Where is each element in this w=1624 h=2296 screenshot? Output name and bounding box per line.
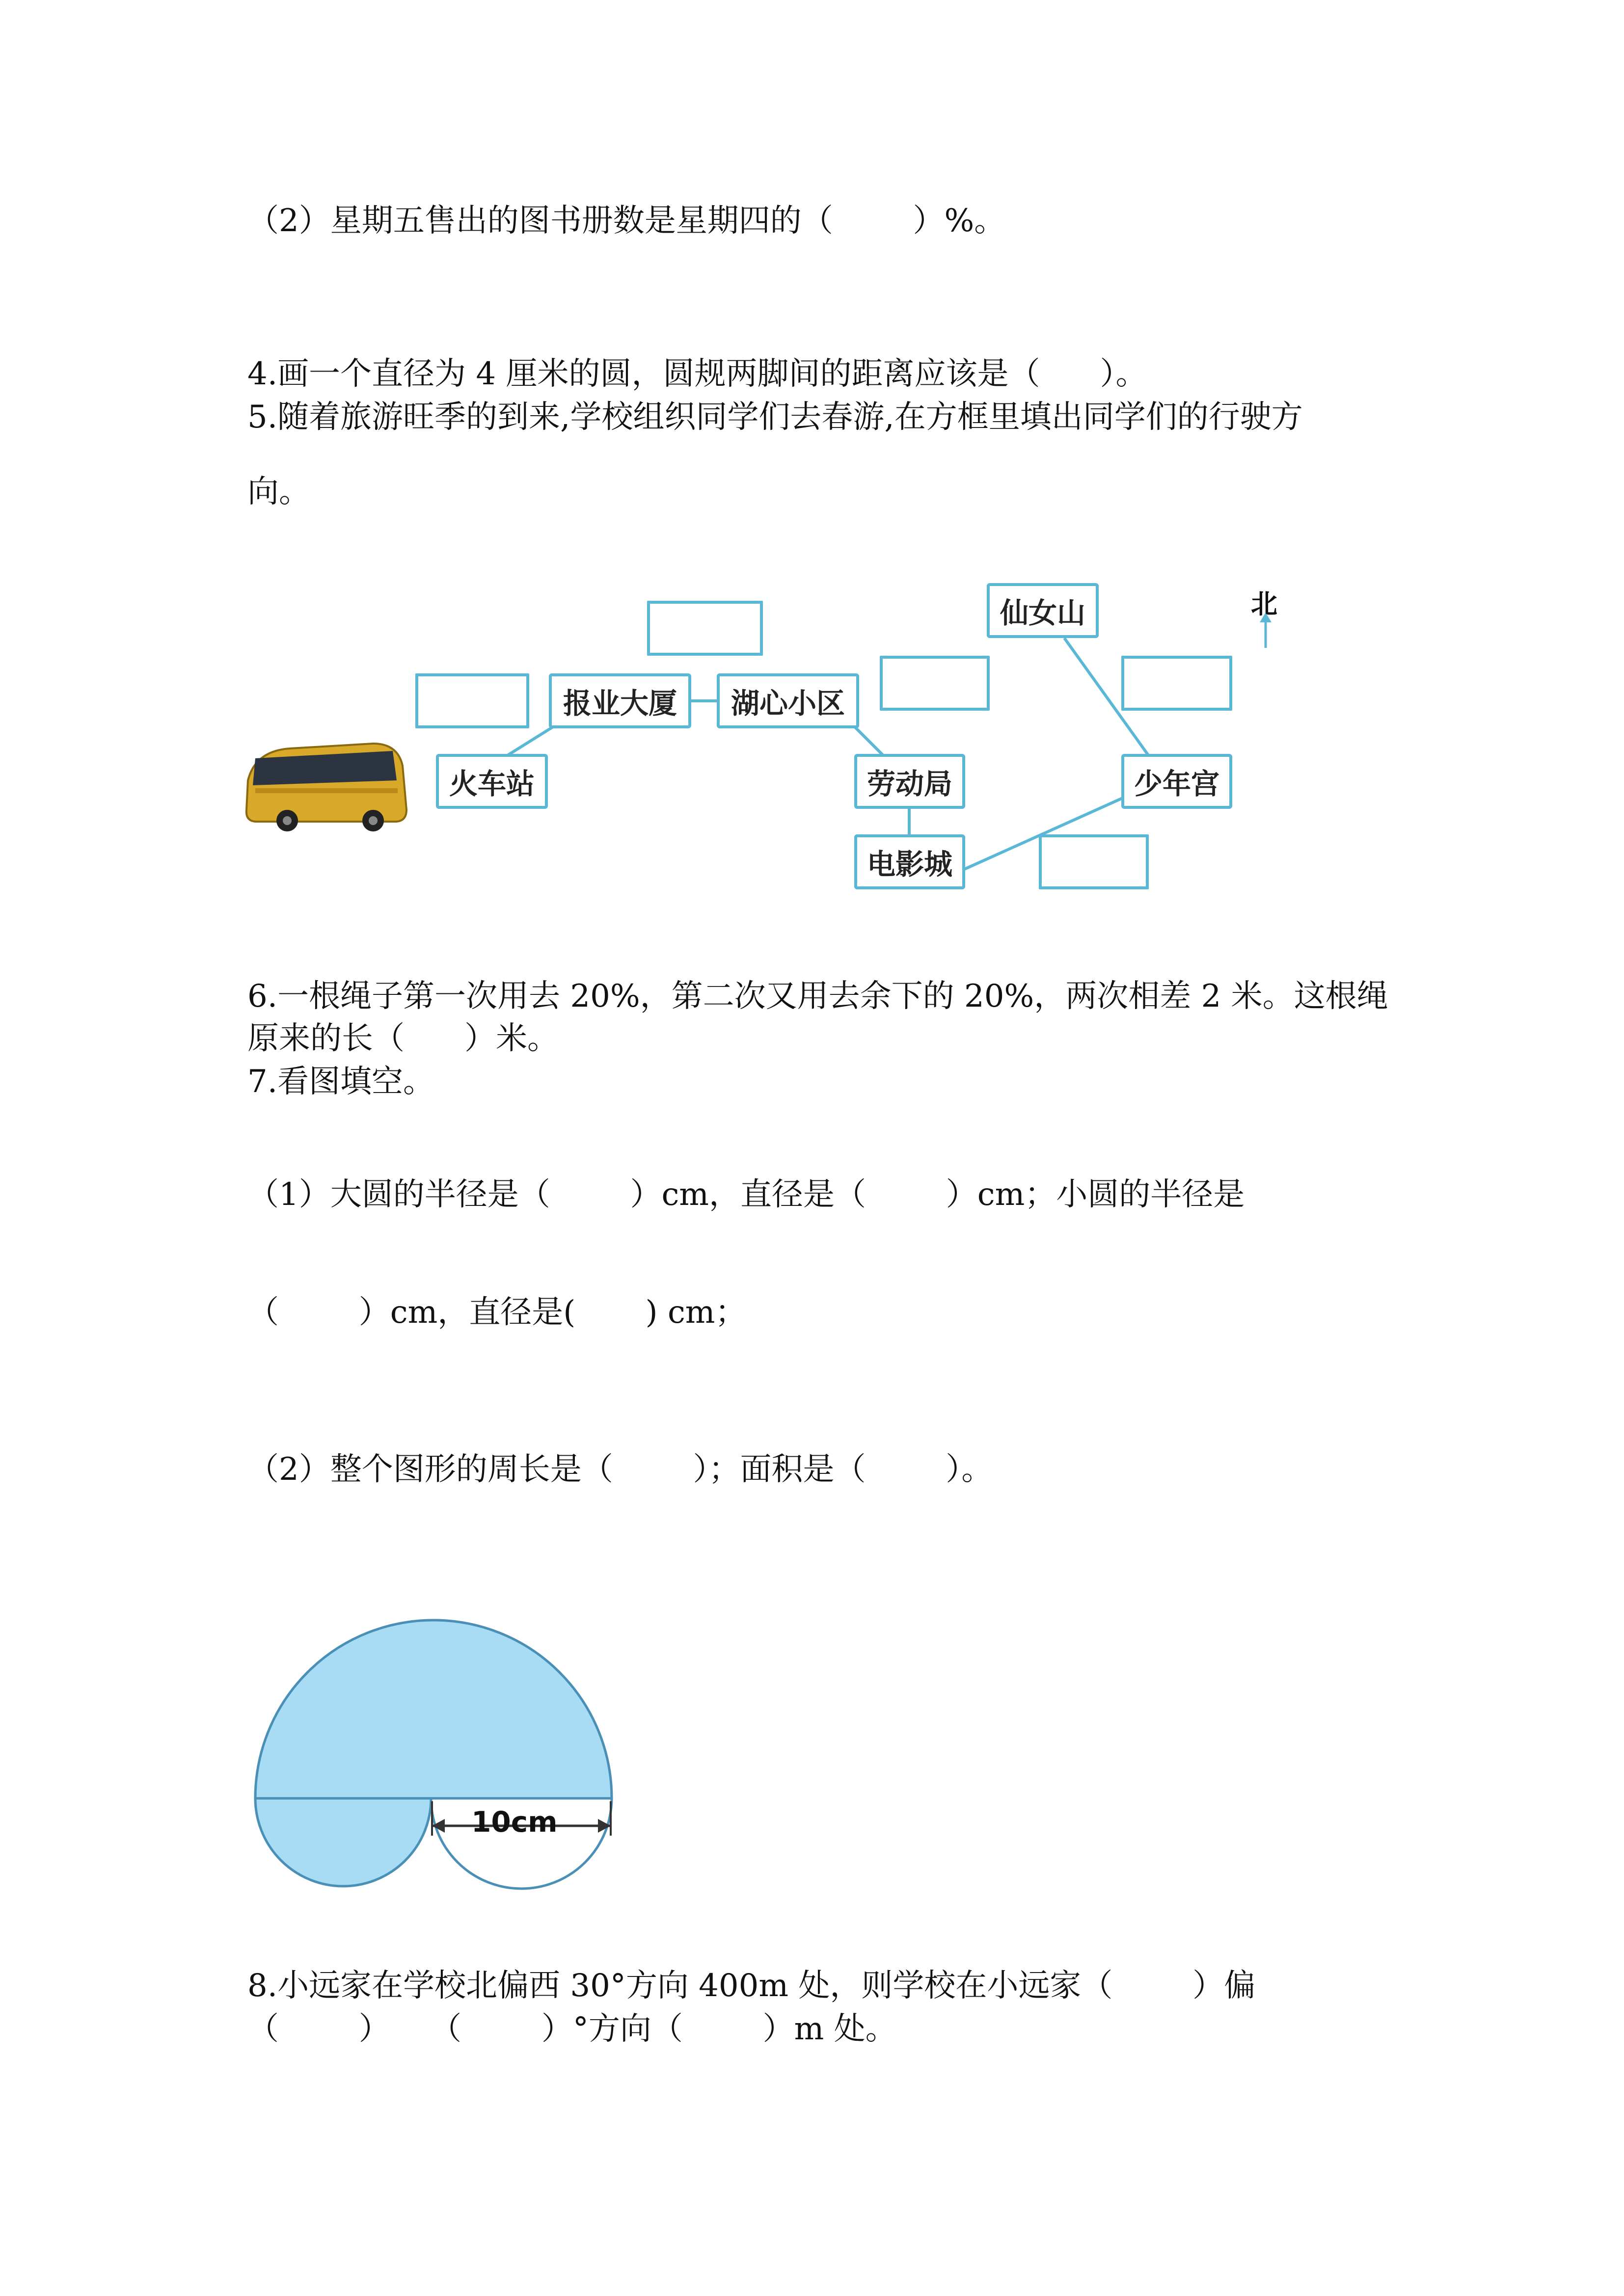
place-train-station: 火车站 [436,754,548,809]
place-youth-palace: 少年宫 [1121,754,1232,809]
question-8-line-2: （ ） （ ）°方向（ ）m 处。 [247,2011,897,2047]
dimension-label: 10cm [471,1805,558,1839]
question-7-part-1-line-1: （1）大圆的半径是（ ）cm，直径是（ ）cm；小圆的半径是 [247,1176,1245,1213]
north-label: 北 [1251,588,1277,619]
answer-box-2[interactable] [415,673,529,728]
semicircle-figure [255,1620,612,1976]
place-huxin-district: 湖心小区 [717,673,859,728]
answer-box-4[interactable] [1121,656,1232,711]
place-xiannv-mountain: 仙女山 [987,583,1099,638]
lower-shape [255,1798,431,1886]
question-5-line-2: 向。 [247,474,310,510]
question-7-part-2: （2）整个图形的周长是（ ）；面积是（ ）。 [247,1451,993,1488]
question-7: 7.看图填空。 [247,1064,435,1100]
question-6-line-2: 原来的长（ ）米。 [247,1020,559,1057]
place-cinema: 电影城 [854,834,965,889]
question-7-part-1-line-2: （ ）cm，直径是( ) cm； [247,1294,747,1331]
place-labor-bureau: 劳动局 [854,754,965,809]
question-8-line-1: 8.小远家在学校北偏西 30°方向 400m 处，则学校在小远家（ ）偏 [247,1968,1256,2004]
question-6-line-1: 6.一根绳子第一次用去 20%，第二次又用去余下的 20%，两次相差 2 米。这根绳 [247,978,1388,1015]
question-3-part-2: （2）星期五售出的图书册数是星期四的（ ）%。 [247,203,1006,239]
bus-icon [246,744,406,831]
question-5-line-1: 5.随着旅游旺季的到来,学校组织同学们去春游,在方框里填出同学们的行驶方 [247,399,1303,435]
place-newspaper-building: 报业大厦 [549,673,691,728]
answer-box-5[interactable] [1039,834,1149,889]
question-4: 4.画一个直径为 4 厘米的圆，圆规两脚间的距离应该是（ ）。 [247,356,1147,392]
answer-box-1[interactable] [647,601,763,656]
answer-box-3[interactable] [880,656,990,711]
